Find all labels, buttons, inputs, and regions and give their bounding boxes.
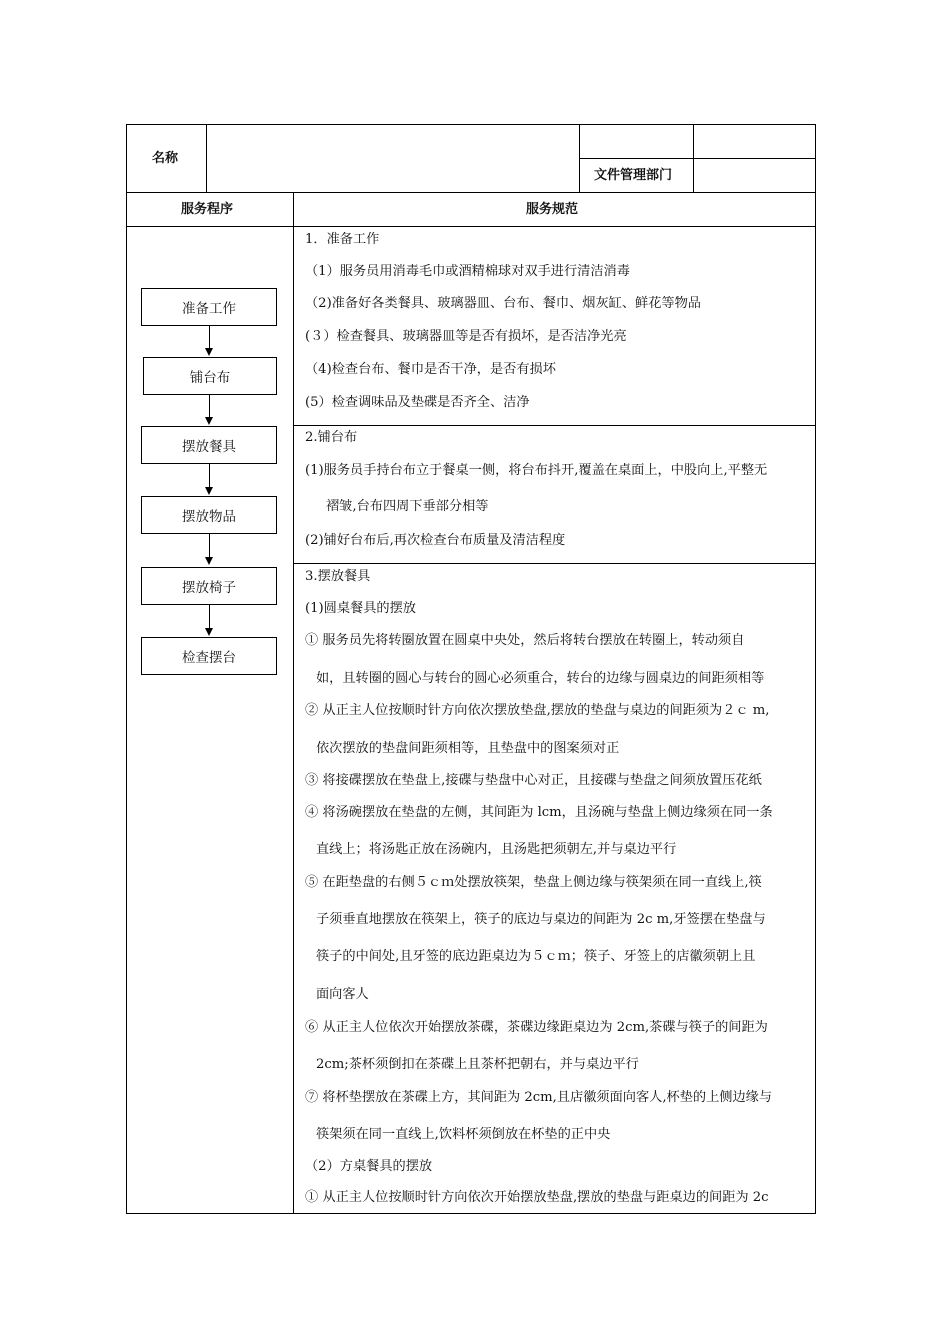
section2-item: (1)服务员手持台布立于餐桌一侧，将台布抖开,覆盖在桌面上，中股向上,平整无 (305, 463, 768, 478)
section3-item-cont: 2cm;茶杯须倒扣在茶碟上且茶杯把朝右，并与桌边平行 (316, 1057, 639, 1072)
arrow-down-icon (205, 487, 213, 495)
section2-item: (2)铺好台布后,再次检查台布质量及清洁程度 (305, 533, 566, 548)
section2-item-cont: 褶皱,台布四周下垂部分相等 (326, 499, 489, 514)
section1-item: （1）服务员用消毒毛巾或酒精棉球对双手进行清洁消毒 (305, 264, 630, 279)
flow-arrow (209, 605, 210, 628)
section3-item: ① 从正主人位按顺时针方向依次开始摆放垫盘,摆放的垫盘与距桌边的间距为 2c (305, 1190, 769, 1205)
section1-item: （4)检查台布、餐巾是否干净，是否有损坏 (305, 362, 556, 377)
standard-header: 服务规范 (526, 202, 579, 217)
flow-step-chairs: 摆放椅子 (141, 567, 277, 605)
flow-step-tableware: 摆放餐具 (141, 426, 277, 464)
section3-item-cont: 直线上；将汤匙正放在汤碗内，且汤匙把须朝左,并与桌边平行 (316, 842, 677, 857)
flow-arrow (209, 326, 210, 348)
flow-step-prepare: 准备工作 (141, 288, 277, 326)
flow-step-items: 摆放物品 (141, 496, 277, 534)
section3-item-cont: 筷子的中间处,且牙签的底边距桌边为５ｃｍ；筷子、牙签上的店徽须朝上且 (316, 949, 756, 964)
section3-item-cont: 筷架须在同一直线上,饮料杯须倒放在杯垫的正中央 (316, 1127, 611, 1142)
arrow-down-icon (205, 557, 213, 565)
section1-item: (5）检查调味品及垫碟是否齐全、洁净 (305, 395, 530, 410)
table-border-top (126, 124, 816, 125)
table-border-bottom (126, 1213, 816, 1214)
flow-arrow (209, 395, 210, 418)
procedure-header: 服务程序 (181, 202, 234, 217)
section3-item: ⑥ 从正主人位依次开始摆放茶碟，茶碟边缘距桌边为 2cm,茶碟与筷子的间距为 (305, 1020, 768, 1035)
section3-item-cont: 子须垂直地摆放在筷架上，筷子的底边与桌边的间距为 2c m,牙签摆在垫盘与 (316, 912, 766, 927)
table-border-right (815, 124, 816, 1214)
section1-item: (３）检查餐具、玻璃器皿等是否有损坏，是否洁净光亮 (305, 329, 627, 344)
flow-step-tablecloth: 铺台布 (143, 357, 277, 395)
flow-arrow (209, 534, 210, 557)
section3-item-cont: 依次摆放的垫盘间距须相等，且垫盘中的图案须对正 (316, 741, 620, 756)
dept-label: 文件管理部门 (594, 168, 673, 183)
section3-title: 3.摆放餐具 (305, 569, 371, 584)
section3-item: ⑤ 在距垫盘的右侧５ｃｍ处摆放筷架，垫盘上侧边缘与筷架须在同一直线上,筷 (305, 875, 762, 890)
section3-item: ① 服务员先将转圈放置在圆桌中央处，然后将转台摆放在转圈上，转动须自 (305, 633, 745, 648)
section3-item-cont: 如，且转圈的圆心与转台的圆心必须重合，转台的边缘与圆桌边的间距须相等 (316, 671, 765, 686)
section3-subheading: （2）方桌餐具的摆放 (305, 1159, 433, 1174)
section3-item: ⑦ 将杯垫摆放在茶碟上方，其间距为 2cm,且店徽须面向客人,杯垫的上侧边缘与 (305, 1090, 773, 1105)
column-divider (293, 192, 294, 1214)
section3-item: ③ 将接碟摆放在垫盘上,接碟与垫盘中心对正，且接碟与垫盘之间须放置压花纸 (305, 773, 762, 788)
table-border-left (126, 124, 127, 1214)
flow-arrow (209, 464, 210, 487)
section1-title: 1．准备工作 (305, 232, 380, 247)
section3-item-cont: 面向客人 (316, 987, 369, 1002)
section1-item: （2)准备好各类餐具、玻璃器皿、台布、餐巾、烟灰缸、鲜花等物品 (305, 296, 701, 311)
arrow-down-icon (205, 417, 213, 425)
arrow-down-icon (205, 628, 213, 636)
section3-item: ④ 将汤碗摆放在垫盘的左侧，其间距为 lcm，且汤碗与垫盘上侧边缘须在同一条 (305, 805, 773, 820)
section2-title: 2.铺台布 (305, 430, 358, 445)
section3-item: ② 从正主人位按顺时针方向依次摆放垫盘,摆放的垫盘与桌边的间距须为２ｃ m, (305, 703, 770, 718)
name-label: 名称 (152, 151, 179, 166)
section3-subheading: (1)圆桌餐具的摆放 (305, 601, 416, 616)
flow-step-inspect: 检查摆台 (141, 637, 277, 675)
arrow-down-icon (205, 348, 213, 356)
